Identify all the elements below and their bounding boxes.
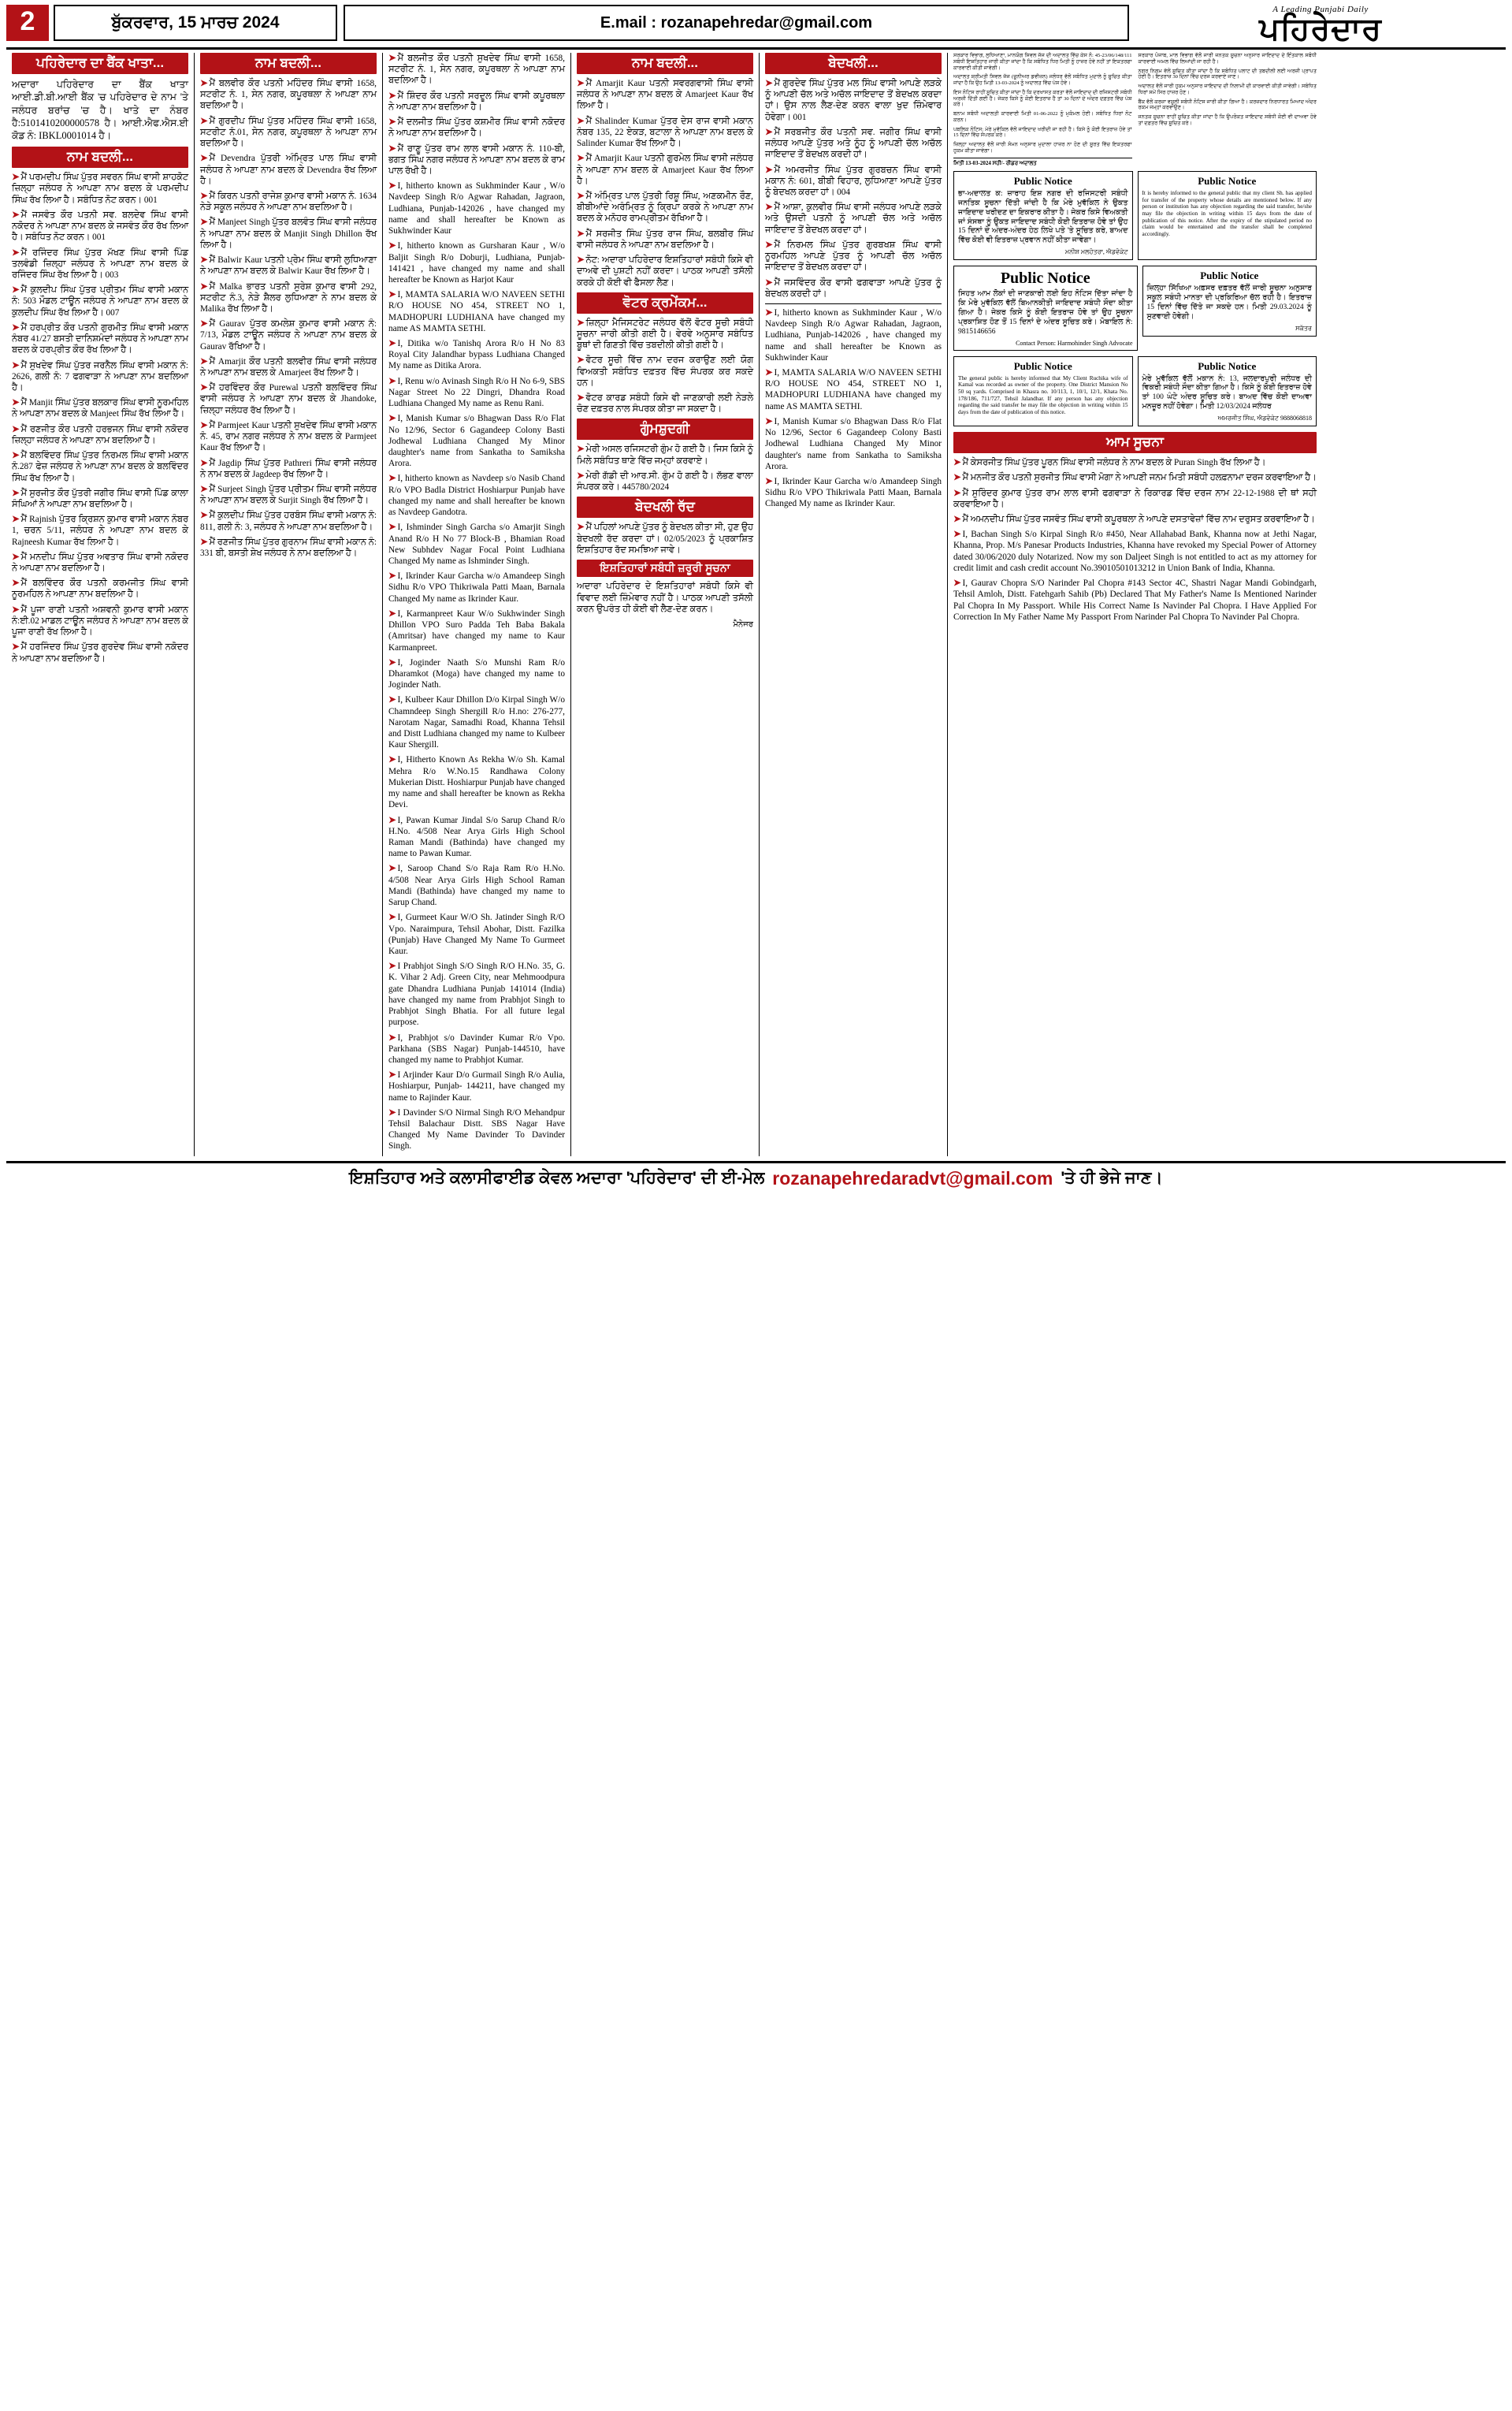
bullet-icon: ➤ — [953, 530, 961, 540]
column-1 — [6, 53, 195, 1156]
list-item: ➤ I, MAMTA SALARIA W/O NAVEEN SETHI R/O HOUSE NO 454, STREET NO 1, MADHOPURI LUDHIANA have changed my name AS MAMTA SETHI. — [388, 290, 565, 333]
ad-warning-text: ਅਦਾਰਾ ਪਹਿਰੇਦਾਰ ਦੇ ਇਸ਼ਤਿਹਾਰਾਂ ਸਬੰਧੀ ਕਿਸੇ ਵੀ ਵਿਵਾਦ ਲਈ ਜ਼ਿੰਮੇਵਾਰ ਨਹੀਂ ਹੈ। ਪਾਠਕ ਆਪਣੀ ਤਸੱਲੀ ਕਰਨ ਉਪਰੰਤ ਹੀ ਕੋਈ ਵੀ ਲੈਣ-ਦੇਣ ਕਰਨ। — [577, 582, 753, 615]
notice-title: Public Notice — [1000, 270, 1090, 288]
section-eviction-cancel: ਬੇਦਖਲੀ ਰੱਦ — [577, 497, 753, 518]
col1-list — [12, 172, 188, 664]
newspaper-page — [0, 0, 1512, 1196]
bullet-icon: ➤ — [577, 116, 585, 126]
bullet-icon: ➤ — [388, 474, 396, 484]
section-misconduct: ਬੇਦਖਲੀ... — [765, 53, 942, 74]
list-item: ➤ I, Prabhjot s/o Davinder Kumar R/o Vpo. Parkhana (SBS Nagar) Punjab-144510, have changed my name to Prabhjot Kumar. — [388, 1032, 565, 1065]
page-number: 2 — [6, 5, 49, 41]
bullet-icon: ➤ — [388, 143, 396, 154]
list-item: ➤ ਮੇਰੀ ਗੱਡੀ ਦੀ ਆਰ.ਸੀ. ਗੁੰਮ ਹੋ ਗਈ ਹੈ। ਲੱਭਣ ਵਾਲਾ ਸੰਪਰਕ ਕਰੇ। 445780/2024 — [577, 471, 753, 493]
bullet-icon: ➤ — [200, 458, 208, 468]
list-item: ➤ ਮੈਂ ਕੁਲਦੀਪ ਸਿੰਘ ਪੁੱਤਰ ਪ੍ਰੀਤਮ ਸਿੰਘ ਵਾਸੀ ਮਕਾਨ ਨੰ: 503 ਮੌਡਲ ਟਾਊਨ ਜਲੰਧਰ ਨੇ ਆਪਣਾ ਨਾਮ ਬਦਲ ਕੇ ਕੁਲਦੀਪ ਸਿੰਘ ਰੱਖ ਲਿਆ ਹੈ। 007 — [12, 285, 188, 318]
list-item: ➤ ਮੈਂ ਨਿਰਮਲ ਸਿੰਘ ਪੁੱਤਰ ਗੁਰਬਖਸ਼ ਸਿੰਘ ਵਾਸੀ ਨੂਰਮਹਿਲ ਆਪਣੇ ਪੁੱਤਰ ਨੂੰ ਆਪਣੀ ਚੱਲ ਅਚੱਲ ਜਾਇਦਾਦ ਤੋਂ ਬੇਦਖਲ ਕਰਦਾ ਹਾਂ। — [765, 240, 942, 273]
bullet-icon: ➤ — [577, 255, 585, 266]
column-5 — [760, 53, 948, 1156]
bullet-icon: ➤ — [388, 571, 396, 582]
public-notice-5 — [1138, 356, 1317, 427]
micro-paragraph: ਨਗਰ ਨਿਗਮ ਵੱਲੋਂ ਸੂਚਿਤ ਕੀਤਾ ਜਾਂਦਾ ਹੈ ਕਿ ਸਬੰਧਿਤ ਪਲਾਟ ਦੀ ਤਬਦੀਲੀ ਲਈ ਅਰਜ਼ੀ ਪ੍ਰਾਪਤ ਹੋਈ ਹੈ। ਇਤਰਾਜ਼ 30 ਦਿਨਾਂ ਵਿੱਚ ਦਰਜ ਕਰਵਾਏ ਜਾਣ। — [1138, 68, 1317, 80]
section-ad-warning: ਇਸ਼ਤਿਹਾਰਾਂ ਸਬੰਧੀ ਜ਼ਰੂਰੀ ਸੂਚਨਾ — [577, 560, 753, 577]
list-item: ➤ I Prabhjot Singh S/O Singh R/O H.No. 35, G. K. Vihar 2 Adj. Green City, near Mehmoodpura gate Dhandra Ludhiana Punjab 141014 (India) have changed my name from Prabhjot Singh to Prabhjot Singh Bhatia. For all future legal purpose. — [388, 962, 565, 1028]
list-item: ➤ ਮੈਂ ਜਸਵਿੰਦਰ ਕੌਰ ਵਾਸੀ ਫਗਵਾੜਾ ਆਪਣੇ ਪੁੱਤਰ ਨੂੰ ਬੇਦਖਲ ਕਰਦੀ ਹਾਂ। — [765, 277, 942, 299]
bullet-icon: ➤ — [388, 117, 396, 128]
bullet-icon: ➤ — [577, 229, 585, 239]
bullet-icon: ➤ — [200, 511, 208, 521]
col4-list — [577, 78, 753, 288]
bullet-icon: ➤ — [12, 247, 20, 258]
bullet-icon: ➤ — [200, 420, 208, 430]
list-item: ➤ ਮੈਂ Amarjit Kaur ਪਤਨੀ ਗੁਰਮੇਲ ਸਿੰਘ ਵਾਸੀ ਜਲੰਧਰ ਨੇ ਆਪਣਾ ਨਾਮ ਬਦਲ ਕੇ Amarjeet Kaur ਰੱਖ ਲਿਆ ਹੈ। — [577, 154, 753, 186]
list-item: ➤ ਮੈਂ ਹਰਪ੍ਰੀਤ ਕੌਰ ਪਤਨੀ ਗੁਰਮੀਤ ਸਿੰਘ ਵਾਸੀ ਮਕਾਨ ਨੰਬਰ 41/27 ਬਸਤੀ ਦਾਨਿਸ਼ਮੰਦਾਂ ਜਲੰਧਰ ਨੇ ਆਪਣਾ ਨਾਮ ਬਦਲ ਕੇ ਹਰਪ੍ਰੀਤ ਕੌਰ ਰੱਖ ਲਿਆ ਹੈ। — [12, 322, 188, 355]
list-item: ➤ ਮੈਂ Manjeet Singh ਪੁੱਤਰ ਬਲਵੰਤ ਸਿੰਘ ਵਾਸੀ ਜਲੰਧਰ ਨੇ ਆਪਣਾ ਨਾਮ ਬਦਲ ਕੇ Manjit Singh Dhillon ਰੱਖ ਲਿਆ ਹੈ। — [200, 218, 377, 250]
notice-signature: ਸਕੱਤਰ — [1295, 324, 1312, 332]
bullet-icon: ➤ — [12, 360, 20, 370]
bullet-icon: ➤ — [12, 451, 20, 461]
list-item: ➤ I, Bachan Singh S/o Kirpal Singh R/o #450, Near Allahabad Bank, Khanna now at Jethi Nagar, Khanna, Prop. M/s Panesar Products Industries, Khanna have revoked my Special Power of Attorney dated 30/06/2020 duly Notarized. Now my son Daljeet Singh is not entitled to act as my attorney for credit limit and cash credit account No.39010501013212 in Union Bank of India, Khanna. — [953, 530, 1317, 573]
list-item: ➤ ਮੈਂ Shalinder Kumar ਪੁੱਤਰ ਦੇਸ ਰਾਜ ਵਾਸੀ ਮਕਾਨ ਨੰਬਰ 135, 22 ਏਕੜ, ਬਟਾਲਾ ਨੇ ਆਪਣਾ ਨਾਮ ਬਦਲ ਕੇ Salinder Kumar ਰੱਖ ਲਿਆ ਹੈ। — [577, 116, 753, 149]
list-item: ➤ I, Manish Kumar s/o Bhagwan Dass R/o Flat No 12/96, Sector 6 Gagandeep Colony Basti Jodhewal Ludhiana Changed My Minor daughter's name from Sankatha to Samiksha Arora. — [765, 416, 942, 471]
bullet-icon: ➤ — [388, 91, 396, 101]
footer-email[interactable]: rozanapehredaradvt@gmail.com — [772, 1167, 1053, 1189]
list-item: ➤ ਮੈਂ ਰਾਣੂ ਪੁੱਤਰ ਰਾਮ ਲਾਲ ਵਾਸੀ ਮਕਾਨ ਨੰ. 110-ਬੀ, ਭਗਤ ਸਿੰਘ ਨਗਰ ਜਲੰਧਰ ਨੇ ਆਪਣਾ ਨਾਮ ਬਦਲ ਕੇ ਰਾਮ ਪਾਲ ਰੱਖੀ ਹੈ। — [388, 143, 565, 176]
notice-signature: ਮਨੀਸ਼ ਮਲਹੋਤਰਾ, ਐਡਵੋਕੇਟ — [1064, 248, 1128, 256]
micro-paragraph: ਅਦਾਲਤ ਸ਼੍ਰੀਮਤੀ ਸਿਵਲ ਜੱਜ (ਜੂਨੀਅਰ ਡਵੀਜ਼ਨ) ਜਲੰਧਰ ਵੱਲੋਂ ਸਬੰਧਿਤ ਮੁਦਾਲੇ ਨੂੰ ਸੂਚਿਤ ਕੀਤਾ ਜਾਂਦਾ ਹੈ ਕਿ ਉਹ ਮਿਤੀ 13-03-2024 ਨੂੰ ਅਦਾਲਤ ਵਿੱਚ ਪੇਸ਼ ਹੋਵੇ। — [953, 74, 1132, 87]
column-3 — [383, 53, 571, 1156]
bullet-icon: ➤ — [12, 210, 20, 220]
list-item: ➤ I, hitherto known as Gursharan Kaur , W/o Baljit Singh R/o Doburji, Ludhiana, Punjab-141421 , have changed my name and shall hereafter be Known as Harjot Kaur — [388, 241, 565, 285]
bullet-icon: ➤ — [200, 319, 208, 329]
list-item: ➤ I, Renu w/o Avinash Singh R/o H No 6-9, SBS Nagar Street No 22 Dingri, Dhandra Road Ludhiana Changed My name as Renu Rani. — [388, 376, 565, 409]
bullet-icon: ➤ — [953, 473, 961, 483]
column-4 — [571, 53, 760, 1156]
list-item: ➤ ਮੇਰੀ ਅਸਲ ਰਜਿਸਟਰੀ ਗੁੰਮ ਹੋ ਗਈ ਹੈ। ਜਿਸ ਕਿਸੇ ਨੂੰ ਮਿਲੇ ਸਬੰਧਿਤ ਥਾਣੇ ਵਿੱਚ ਜਮ੍ਹਾਂ ਕਰਵਾਏ। — [577, 445, 753, 466]
list-item: ➤ I, Ikrinder Kaur Garcha w/o Amandeep Singh Sidhu R/o VPO Thikriwala Patti Maan, Barnala Changed My name as Ikrinder Kaur. — [388, 571, 565, 604]
list-item: ➤ ਮੈਂ ਬਲਵਿੰਦਰ ਕੌਰ ਪਤਨੀ ਕਰਮਜੀਤ ਸਿੰਘ ਵਾਸੀ ਨੂਰਮਹਿਲ ਨੇ ਆਪਣਾ ਨਾਮ ਬਦਲਿਆ ਹੈ। — [12, 579, 188, 600]
list-item: ➤ ਮੈਂ Jagdip ਸਿੰਘ ਪੁੱਤਰ Pathreri ਸਿੰਘ ਵਾਸੀ ਜਲੰਧਰ ਨੇ ਨਾਮ ਬਦਲ ਕੇ Jagdeep ਰੱਖ ਲਿਆ ਹੈ। — [200, 458, 377, 479]
list-item: ➤ ਮੈਂ ਗੁਰਦੀਪ ਸਿੰਘ ਪੁੱਤਰ ਮਹਿੰਦਰ ਸਿੰਘ ਵਾਸੀ 1658, ਸਟਰੀਟ ਨੰ.01, ਸੇਨ ਨਗਰ, ਕਪੂਰਥਲਾ ਨੇ ਆਪਣਾ ਨਾਮ ਬਦਲਿਆ ਹੈ। — [200, 116, 377, 149]
bullet-icon: ➤ — [388, 54, 396, 63]
list-item: ➤ ਮੈਂ ਕੇਸਰਜੀਤ ਸਿੰਘ ਪੁੱਤਰ ਪੂਰਨ ਸਿੰਘ ਵਾਸੀ ਜਲੰਧਰ ਨੇ ਨਾਮ ਬਦਲ ਕੇ Puran Singh ਰੱਖ ਲਿਆ ਹੈ। — [953, 458, 1266, 468]
logo-tagline: A Leading Punjabi Daily — [1272, 5, 1369, 14]
list-item: ➤ ਮੈਂ Devendra ਪੁੱਤਰੀ ਅੰਮ੍ਰਿਤ ਪਾਲ ਸਿੰਘ ਵਾਸੀ ਜਲੰਧਰ ਨੇ ਆਪਣਾ ਨਾਮ ਬਦਲ ਕੇ Devendra ਰੱਖ ਲਿਆ ਹੈ। — [200, 154, 377, 186]
list-item: ➤ I, Karmanpreet Kaur W/o Sukhwinder Singh Dhillon VPO Suro Padda Teh Baba Bakala (Amritsar) have changed my name to Kaur Karmanpreet. — [388, 608, 565, 653]
list-item: ➤ ਮੈਂ ਸਰਬਜੀਤ ਕੌਰ ਪਤਨੀ ਸਵ. ਜਗੀਰ ਸਿੰਘ ਵਾਸੀ ਜਲੰਧਰ ਆਪਣੇ ਪੁੱਤਰ ਅਤੇ ਨੂੰਹ ਨੂੰ ਆਪਣੀ ਚੱਲ ਅਚੱਲ ਜਾਇਦਾਦ ਤੋਂ ਬੇਦਖਲ ਕਰਦੀ ਹਾਂ। — [765, 127, 942, 160]
bullet-icon: ➤ — [953, 458, 961, 468]
list-item: ➤ ਮੈਂ ਸੁਰਿੰਦਰ ਕੁਮਾਰ ਪੁੱਤਰ ਰਾਮ ਲਾਲ ਵਾਸੀ ਫਗਵਾੜਾ ਨੇ ਰਿਕਾਰਡ ਵਿੱਚ ਦਰਜ ਨਾਮ 22-12-1988 ਦੀ ਥਾਂ ਸਹੀ ਕਰਵਾਇਆ ਹੈ। — [953, 488, 1317, 509]
micro-column-left — [953, 53, 1132, 166]
bullet-icon: ➤ — [388, 181, 396, 192]
list-item: ➤ ਮੈਂ ਕੁਲਦੀਪ ਸਿੰਘ ਪੁੱਤਰ ਹਰਬੰਸ ਸਿੰਘ ਵਾਸੀ ਮਕਾਨ ਨੰ: 811, ਗਲੀ ਨੰ: 3, ਜਲੰਧਰ ਨੇ ਆਪਣਾ ਨਾਮ ਬਦਲਿਆ ਹੈ। — [200, 511, 377, 532]
list-item: ➤ I Arjinder Kaur D/o Gurmail Singh R/o Aulia, Hoshiarpur, Punjab- 144211, have changed my name to Rajinder Kaur. — [388, 1070, 565, 1103]
notice-title: Public Notice — [1198, 359, 1257, 372]
list-item: ➤ I, hitherto known as Navdeep s/o Nasib Chand R/o VPO Badla District Hoshiarpur Punjab have changed my name and shall hereafter be known as Navdeep Gandotra. — [388, 474, 565, 518]
list-item: ➤ ਮੈਂ ਰਣਜੀਤ ਕੌਰ ਪਤਨੀ ਹਰਭਜਨ ਸਿੰਘ ਵਾਸੀ ਨਕੋਦਰ ਜ਼ਿਲ੍ਹਾ ਜਲੰਧਰ ਨੇ ਆਪਣਾ ਨਾਮ ਬਦਲਿਆ ਹੈ। — [12, 424, 188, 445]
bullet-icon: ➤ — [12, 424, 20, 434]
micro-paragraph: ਪਬਲਿਕ ਨੋਟਿਸ: ਮੇਰੇ ਮੁਵੱਕਿਲ ਵੱਲੋਂ ਜਾਇਦਾਦ ਖਰੀਦੀ ਜਾ ਰਹੀ ਹੈ। ਕਿਸੇ ਨੂੰ ਕੋਈ ਇਤਰਾਜ਼ ਹੋਵੇ ਤਾਂ 15 ਦਿਨਾਂ ਵਿੱਚ ਸੰਪਰਕ ਕਰੇ। — [953, 126, 1132, 139]
micro-paragraph: ਜ਼ਿਲ੍ਹਾ ਅਦਾਲਤ ਵੱਲੋਂ ਜਾਰੀ ਸੰਮਨ ਅਨੁਸਾਰ ਮੁਦਾਲਾ ਹਾਜ਼ਰ ਨਾ ਹੋਣ ਦੀ ਸੂਰਤ ਵਿੱਚ ਇਕਤਰਫਾ ਹੁਕਮ ਕੀਤਾ ਜਾਵੇਗਾ। — [953, 142, 1132, 154]
notice-body: ਜ਼ਿਲ੍ਹਾ ਸਿੱਖਿਆ ਅਫ਼ਸਰ ਦਫ਼ਤਰ ਵੱਲੋਂ ਜਾਰੀ ਸੂਚਨਾ ਅਨੁਸਾਰ ਸਕੂਲ ਸਬੰਧੀ ਮਾਨਤਾ ਦੀ ਪ੍ਰਕਿਰਿਆ ਚੱਲ ਰਹੀ ਹੈ। ਇਤਰਾਜ਼ 15 ਦਿਨਾਂ ਵਿੱਚ ਦਿੱਤੇ ਜਾ ਸਕਦੇ ਹਨ। ਮਿਤੀ 29.03.2024 ਨੂੰ ਸੁਣਵਾਈ ਹੋਵੇਗੀ। — [1146, 285, 1312, 321]
bullet-icon: ➤ — [765, 416, 773, 426]
list-item: ➤ ਮੈਂ ਕਿਰਨ ਪਤਨੀ ਰਾਜੇਸ਼ ਕੁਮਾਰ ਵਾਸੀ ਮਕਾਨ ਨੰ. 1634 ਨੇੜੇ ਸਕੂਲ ਜਲੰਧਰ ਨੇ ਆਪਣਾ ਨਾਮ ਬਦਲਿਆ ਹੈ। — [200, 191, 377, 213]
list-item: ➤ ਮੈਂ ਬਲਵਿੰਦਰ ਸਿੰਘ ਪੁੱਤਰ ਨਿਰਮਲ ਸਿੰਘ ਵਾਸੀ ਮਕਾਨ ਨੰ.287 ਫੇਜ਼ ਜਲੰਧਰ ਨੇ ਆਪਣਾ ਨਾਮ ਬਦਲ ਕੇ ਬਲਵਿੰਦਰ ਸਿੰਘ ਰੱਖ ਲਿਆ ਹੈ। — [12, 451, 188, 483]
list-item: ➤ ਮੈਂ ਹਰਜਿੰਦਰ ਸਿੰਘ ਪੁੱਤਰ ਗੁਰਦੇਵ ਸਿੰਘ ਵਾਸੀ ਨਕੋਦਰ ਨੇ ਆਪਣਾ ਨਾਮ ਬਦਲਿਆ ਹੈ। — [12, 642, 188, 664]
bullet-icon: ➤ — [200, 79, 208, 88]
bullet-icon: ➤ — [765, 79, 773, 88]
bullet-icon: ➤ — [200, 356, 208, 366]
section-lost-found: ਗੁੰਮਸ਼ੁਦਗੀ — [577, 419, 753, 440]
list-item: ➤ I, Manish Kumar s/o Bhagwan Dass R/o Flat No 12/96, Sector 6 Gagandeep Colony Basti Jodhewal Ludhiana Changed My Minor daughter's name from Sankatha to Samiksha Arora. — [388, 414, 565, 469]
list-item: ➤ ਮੈਂ Malka ਭਾਰਤ ਪਤਨੀ ਸੁਰੇਸ਼ ਕੁਮਾਰ ਵਾਸੀ 292, ਸਟਰੀਟ ਨੰ.3, ਨੇੜੇ ਸ਼ੈਲਰ ਲੁਧਿਆਣਾ ਨੇ ਨਾਮ ਬਦਲ ਕੇ Malika ਰੱਖ ਲਿਆ ਹੈ। — [200, 281, 377, 314]
notice-signature: ਅਮਰਜੀਤ ਸਿੰਘ, ਐਡਵੋਕੇਟ 9888068818 — [1217, 415, 1312, 422]
logo-title: ਪਹਿਰੇਦਾਰ — [1259, 12, 1382, 47]
bullet-icon: ➤ — [577, 445, 585, 455]
bullet-icon: ➤ — [388, 913, 396, 923]
general-notice-list — [953, 457, 1317, 623]
col2-list — [200, 78, 377, 559]
masthead — [6, 5, 1506, 50]
bullet-icon: ➤ — [765, 203, 773, 213]
bullet-icon: ➤ — [12, 605, 20, 615]
list-item: ➤ ਮੈਂ ਅਮਨਦੀਪ ਸਿੰਘ ਪੁੱਤਰ ਜਸਵੰਤ ਸਿੰਘ ਵਾਸੀ ਕਪੂਰਥਲਾ ਨੇ ਆਪਣੇ ਦਸਤਾਵੇਜ਼ਾਂ ਵਿੱਚ ਨਾਮ ਦਰੁਸਤ ਕਰਵਾਇਆ ਹੈ। — [953, 514, 1315, 524]
bullet-icon: ➤ — [12, 642, 20, 653]
bullet-icon: ➤ — [388, 241, 396, 251]
list-item: ➤ I, Ikrinder Kaur Garcha w/o Amandeep Singh Sidhu R/o VPO Thikriwala Patti Maan, Barnala Changed My name as Ikrinder Kaur. — [765, 477, 942, 509]
ad-warning-sign: ਮੈਨੇਜਰ — [733, 620, 753, 630]
bullet-icon: ➤ — [388, 523, 396, 533]
bullet-icon: ➤ — [388, 376, 396, 386]
list-item: ➤ ਮੈਂ ਸੁਰਜੀਤ ਕੌਰ ਪੁੱਤਰੀ ਜਗੀਰ ਸਿੰਘ ਵਾਸੀ ਪਿੰਡ ਕਾਲਾ ਸੰਘਿਆਂ ਨੇ ਆਪਣਾ ਨਾਮ ਬਦਲਿਆ ਹੈ। — [12, 488, 188, 509]
list-item: ➤ ਮੈਂ Gaurav ਪੁੱਤਰ ਕਮਲੇਸ਼ ਕੁਮਾਰ ਵਾਸੀ ਮਕਾਨ ਨੰ: 7/13, ਮੌਡਲ ਟਾਊਨ ਜਲੰਧਰ ਨੇ ਆਪਣਾ ਨਾਮ ਬਦਲ ਕੇ Gaurav ਰੱਖਿਆ ਹੈ। — [200, 319, 377, 352]
bullet-icon: ➤ — [388, 815, 396, 825]
bullet-icon: ➤ — [12, 515, 20, 525]
court-stamp: ਮਿਤੀ 13-03-2024 ਸਹੀ/- ਰੀਡਰ ਅਦਾਲਤ — [953, 158, 1132, 166]
logo — [1135, 5, 1506, 47]
content-grid — [6, 53, 1506, 1156]
bullet-icon: ➤ — [12, 173, 20, 183]
list-item: ➤ ਮੈਂ ਬਲਜੀਤ ਕੌਰ ਪਤਨੀ ਸੁਖਦੇਵ ਸਿੰਘ ਵਾਸੀ 1658, ਸਟਰੀਟ ਨੰ. 1, ਸੇਨ ਨਗਰ, ਕਪੂਰਥਲਾ ਨੇ ਆਪਣਾ ਨਾਮ ਬਦਲਿਆ ਹੈ। — [388, 54, 565, 86]
list-item: ➤ ਮੈਂ ਦਲਜੀਤ ਸਿੰਘ ਪੁੱਤਰ ਕਸ਼ਮੀਰ ਸਿੰਘ ਵਾਸੀ ਨਕੋਦਰ ਨੇ ਆਪਣਾ ਨਾਮ ਬਦਲਿਆ ਹੈ। — [388, 117, 565, 139]
notice-title: Public Notice — [1198, 174, 1257, 187]
bullet-icon: ➤ — [577, 393, 585, 404]
list-item: ➤ ਵੋਟਰ ਕਾਰਡ ਸਬੰਧੀ ਕਿਸੇ ਵੀ ਜਾਣਕਾਰੀ ਲਈ ਨੇੜਲੇ ਚੋਣ ਦਫ਼ਤਰ ਨਾਲ ਸੰਪਰਕ ਕੀਤਾ ਜਾ ਸਕਦਾ ਹੈ। — [577, 393, 753, 415]
bullet-icon: ➤ — [388, 414, 396, 424]
bullet-icon: ➤ — [388, 290, 396, 300]
bullet-icon: ➤ — [765, 165, 773, 175]
list-item: ➤ ਮੈਂ ਸ਼ਿੰਦਰ ਕੌਰ ਪਤਨੀ ਸਰਦੂਲ ਸਿੰਘ ਵਾਸੀ ਕਪੂਰਥਲਾ ਨੇ ਆਪਣਾ ਨਾਮ ਬਦਲਿਆ ਹੈ। — [388, 91, 565, 112]
bullet-icon: ➤ — [12, 579, 20, 589]
micro-paragraph: ਅਦਾਲਤ ਵੱਲੋਂ ਜਾਰੀ ਹੁਕਮ ਅਨੁਸਾਰ ਜਾਇਦਾਦ ਦੀ ਨਿਲਾਮੀ ਦੀ ਕਾਰਵਾਈ ਕੀਤੀ ਜਾਵੇਗੀ। ਸਬੰਧਿਤ ਧਿਰਾਂ ਸਮੇਂ ਸਿਰ ਹਾਜ਼ਰ ਹੋਣ। — [1138, 84, 1317, 95]
public-notice-1 — [953, 171, 1133, 260]
bullet-icon: ➤ — [12, 552, 20, 562]
list-item: ➤ ਮੈਂ Surjeet Singh ਪੁੱਤਰ ਪ੍ਰੀਤਮ ਸਿੰਘ ਵਾਸੀ ਜਲੰਧਰ ਨੇ ਆਪਣਾ ਨਾਮ ਬਦਲ ਕੇ Surjit Singh ਰੱਖ ਲਿਆ ਹੈ। — [200, 485, 377, 506]
micro-paragraph: ਜਨਤਕ ਸੂਚਨਾ ਰਾਹੀਂ ਸੂਚਿਤ ਕੀਤਾ ਜਾਂਦਾ ਹੈ ਕਿ ਉਪਰੋਕਤ ਜਾਇਦਾਦ ਸਬੰਧੀ ਕੋਈ ਵੀ ਦਾਅਵਾ ਹੋਵੇ ਤਾਂ ਦਫ਼ਤਰ ਵਿੱਚ ਸੂਚਿਤ ਕਰੇ। — [1138, 114, 1317, 126]
bullet-icon: ➤ — [388, 1032, 396, 1043]
bullet-icon: ➤ — [388, 695, 396, 705]
footer-bar — [6, 1161, 1506, 1196]
list-item: ➤ I, Hitherto Known As Rekha W/o Sh. Kamal Mehra R/o W.No.15 Randhawa Colony Mukerian Distt. Hoshiarpur Punjab have changed my name and shall hereafter be known as Rekha Devi. — [388, 755, 566, 810]
bullet-icon: ➤ — [12, 322, 20, 333]
list-item: ➤ ਮੈਂ ਪੂਜਾ ਰਾਣੀ ਪਤਨੀ ਅਸ਼ਵਨੀ ਕੁਮਾਰ ਵਾਸੀ ਮਕਾਨ ਨੰ:ਈ.02 ਮਾਡਲ ਟਾਊਨ ਜਲੰਧਰ ਨੇ ਆਪਣਾ ਨਾਮ ਬਦਲ ਕੇ ਪੂਜਾ ਰਾਣੀ ਰੱਖ ਲਿਆ ਹੈ। — [12, 605, 188, 638]
bullet-icon: ➤ — [200, 154, 208, 164]
list-item: ➤ ਮੈਂ Amarjit Kaur ਪਤਨੀ ਸਵਰਗਵਾਸੀ ਸਿੰਘ ਵਾਸੀ ਜਲੰਧਰ ਨੇ ਆਪਣਾ ਨਾਮ ਬਦਲ ਕੇ Amarjeet Kaur ਰੱਖ ਲਿਆ ਹੈ। — [577, 79, 753, 111]
bullet-icon: ➤ — [388, 1070, 396, 1081]
list-item: ➤ ਮੈਂ Manjit ਸਿੰਘ ਪੁੱਤਰ ਬਲਕਾਰ ਸਿੰਘ ਵਾਸੀ ਨੂਰਮਹਿਲ ਨੇ ਆਪਣਾ ਨਾਮ ਬਦਲ ਕੇ Manjeet ਸਿੰਘ ਰੱਖ ਲਿਆ ਹੈ। — [12, 398, 188, 419]
micro-paragraph: ਸਰਕਾਰ ਵਿਭਾਗ, ਲੁਧਿਆਣਾ, ਮਾਨਯੋਗ ਸਿਵਲ ਜੱਜ ਦੀ ਅਦਾਲਤ ਵਿੱਚ ਕੇਸ ਨੰ: 45-23/06/148/111 ਸਬੰਧੀ ਇਸ਼ਤਿਹਾਰ ਜਾਰੀ ਕੀਤਾ ਜਾਂਦਾ ਹੈ ਕਿ ਸਬੰਧਿਤ ਧਿਰ ਮਿਤੀ ਨੂੰ ਹਾਜ਼ਰ ਹੋਵੇ ਨਹੀਂ ਤਾਂ ਇਕਤਰਫਾ ਕਾਰਵਾਈ ਕੀਤੀ ਜਾਵੇਗੀ। — [953, 53, 1132, 71]
list-item: ➤ I, Ishminder Singh Garcha s/o Amarjit Singh Anand R/o H No 77 Block-B , Bhamian Road New Subhdev Nagar Focal Point Ludhiana Changed My name as Ishminder Singh. — [388, 523, 565, 566]
notice-body: ਮੇਰੇ ਮੁਵੱਕਿਲ ਵੱਲੋਂ ਮਕਾਨ ਨੰ: 13, ਜਲਦਾਰਪੁਰੀ ਜਲੰਧਰ ਦੀ ਵਿਕਰੀ ਸਬੰਧੀ ਸੌਦਾ ਕੀਤਾ ਗਿਆ ਹੈ। ਕਿਸੇ ਨੂੰ ਕੋਈ ਇਤਰਾਜ਼ ਹੋਵੇ ਤਾਂ 100 ਘੰਟੇ ਅੰਦਰ ਸੂਚਿਤ ਕਰੇ। ਬਾਅਦ ਵਿੱਚ ਕੋਈ ਦਾਅਵਾ ਮਨਜ਼ੂਰ ਨਹੀਂ ਹੋਵੇਗਾ। ਮਿਤੀ 12/03/2024 ਜਲੰਧਰ — [1142, 374, 1312, 411]
list-item: ➤ ਵੋਟਰ ਸੂਚੀ ਵਿੱਚ ਨਾਮ ਦਰਜ ਕਰਾਉਣ ਲਈ ਯੋਗ ਵਿਅਕਤੀ ਸਬੰਧਿਤ ਦਫ਼ਤਰ ਵਿੱਚ ਸੰਪਰਕ ਕਰ ਸਕਦੇ ਹਨ। — [577, 355, 753, 388]
bullet-icon: ➤ — [765, 127, 773, 137]
list-item: ➤ I, Gaurav Chopra S/O Narinder Pal Chopra #143 Sector 4C, Shastri Nagar Mandi Gobindgarh, Tehsil Amloh, Distt. Fatehgarh Sahib (Pb) Declared That My Father's Name Is Mentioned Narinder Pal Chopra In My Passport. While His Correct Name Is Navinder Pal Chopra. I Have Applied For Correction In My Father Name My Passport From Narinder Pal Chopra To Navinder Pal Chopra. — [953, 579, 1317, 622]
section-bank-account: ਪਹਿਰੇਦਾਰ ਦਾ ਬੈਂਕ ਖਾਤਾ... — [12, 53, 188, 74]
bullet-icon: ➤ — [765, 240, 773, 250]
bullet-icon: ➤ — [200, 191, 208, 201]
date-box: ਬੁੱਕਰਵਾਰ, 15 ਮਾਰਚ 2024 — [54, 5, 337, 41]
bullet-icon: ➤ — [200, 218, 208, 228]
list-item: ➤ ਮੈਂ ਬਲਵੀਰ ਕੌਰ ਪਤਨੀ ਮਹਿੰਦਰ ਸਿੰਘ ਵਾਸੀ 1658, ਸਟਰੀਟ ਨੰ. 1, ਸੇਨ ਨਗਰ, ਕਪੂਰਥਲਾ ਨੇ ਆਪਣਾ ਨਾਮ ਬਦਲਿਆ ਹੈ। — [200, 79, 377, 111]
list-item: ➤ ਮੈਂ ਸਰਜੀਤ ਸਿੰਘ ਪੁੱਤਰ ਰਾਜ ਸਿੰਘ, ਬਲਬੀਰ ਸਿੰਘ ਵਾਸੀ ਜਲੰਧਰ ਨੇ ਆਪਣਾ ਨਾਮ ਬਦਲਿਆ ਹੈ। — [577, 229, 753, 250]
bullet-icon: ➤ — [953, 514, 961, 524]
public-notice-4 — [1142, 266, 1317, 337]
bullet-icon: ➤ — [577, 79, 585, 88]
list-item: ➤ ਮੈਂ ਰਜਿੰਦਰ ਸਿੰਘ ਪੁੱਤਰ ਮੱਖਣ ਸਿੰਘ ਵਾਸੀ ਪਿੰਡ ਤਲਵੰਡੀ ਜ਼ਿਲ੍ਹਾ ਜਲੰਧਰ ਨੇ ਆਪਣਾ ਨਾਮ ਬਦਲ ਕੇ ਰਜਿੰਦਰ ਸਿੰਘ ਰੱਖ ਲਿਆ ਹੈ। 003 — [12, 247, 188, 280]
list-item: ➤ ਮੈਂ ਸੁਖਦੇਵ ਸਿੰਘ ਪੁੱਤਰ ਜਰਨੈਲ ਸਿੰਘ ਵਾਸੀ ਮਕਾਨ ਨੰ: 2626, ਗਲੀ ਨੰ: 7 ਫਗਵਾੜਾ ਨੇ ਆਪਣਾ ਨਾਮ ਬਦਲਿਆ ਹੈ। — [12, 360, 188, 393]
email-box: E.mail : rozanapehredar@gmail.com — [344, 5, 1129, 41]
list-item: ➤ ਮੈਂ ਹਰਵਿੰਦਰ ਕੌਰ Purewal ਪਤਨੀ ਬਲਵਿੰਦਰ ਸਿੰਘ ਵਾਸੀ ਜਲੰਧਰ ਨੇ ਆਪਣਾ ਨਾਮ ਬਦਲ ਕੇ Jhandoke, ਜ਼ਿਲ੍ਹਾ ਜਲੰਧਰ ਰੱਖ ਲਿਆ ਹੈ। — [200, 383, 377, 415]
notice-body: ਭਾ-ਅਦਾਲਤ ਕ: ਜ਼ਾਰਾਹ ਇਸ਼ ਨਗਰ ਦੀ ਰਜਿਸਟਰੀ ਸਬੰਧੀ ਜਨਤਿਕ ਸੂਚਨਾ ਦਿੱਤੀ ਜਾਂਦੀ ਹੈ ਕਿ ਮੇਰੇ ਮੁਵੱਕਿਲ ਨੇ ਉਕਤ ਜਾਇਦਾਦ ਖਰੀਦਣ ਦਾ ਇਕਰਾਰ ਕੀਤਾ ਹੈ। ਜੇਕਰ ਕਿਸੇ ਵਿਅਕਤੀ ਜਾਂ ਸੰਸਥਾ ਨੂੰ ਉਕਤ ਜਾਇਦਾਦ ਸਬੰਧੀ ਕੋਈ ਇਤਰਾਜ਼ ਹੋਵੇ ਤਾਂ ਉਹ 15 ਦਿਨਾਂ ਦੇ ਅੰਦਰ-ਅੰਦਰ ਹੇਠ ਲਿਖੇ ਪਤੇ 'ਤੇ ਸੂਚਿਤ ਕਰੇ, ਬਾਅਦ ਵਿੱਚ ਕੋਈ ਵੀ ਇਤਰਾਜ਼ ਪ੍ਰਵਾਨ ਨਹੀਂ ਕੀਤਾ ਜਾਵੇਗਾ। — [958, 189, 1128, 245]
bullet-icon: ➤ — [388, 1107, 396, 1118]
list-item: ➤ ਮੈਂ ਆਸ਼ਾ, ਕੁਲਵੀਰ ਸਿੰਘ ਵਾਸੀ ਜਲੰਧਰ ਆਪਣੇ ਲੜਕੇ ਅਤੇ ਉਸਦੀ ਪਤਨੀ ਨੂੰ ਆਪਣੀ ਚੱਲ ਅਤੇ ਅਚੱਲ ਜਾਇਦਾਦ ਤੋਂ ਬੇਦਖਲ ਕਰਦਾ ਹਾਂ। — [765, 203, 942, 235]
section-name-change-2: ਨਾਮ ਬਦਲੀ... — [200, 53, 377, 74]
bullet-icon: ➤ — [388, 608, 396, 619]
list-item: ➤ ਮੈਂ ਪਰਮਦੀਪ ਸਿੰਘ ਪੁੱਤਰ ਸਵਰਨ ਸਿੰਘ ਵਾਸੀ ਸ਼ਾਹਕੋਟ ਜ਼ਿਲ੍ਹਾ ਜਲੰਧਰ ਨੇ ਆਪਣਾ ਨਾਮ ਬਦਲ ਕੇ ਪਰਮਦੀਪ ਸਿੰਘ ਰੱਖ ਲਿਆ ਹੈ। ਸਬੰਧਿਤ ਨੋਟ ਕਰਨ। 001 — [12, 173, 188, 205]
list-item: ➤ I, Gurmeet Kaur W/O Sh. Jatinder Singh R/O Vpo. Naraimpura, Tehsil Abohar, Distt. Fazilka (Punjab) Have Changed My Name To Gurmeet Kaur. — [388, 913, 565, 956]
col5-list — [765, 78, 942, 300]
list-item: ➤ ਮੈਂ ਪਹਿਲਾਂ ਆਪਣੇ ਪੁੱਤਰ ਨੂੰ ਬੇਦਖਲ ਕੀਤਾ ਸੀ, ਹੁਣ ਉਹ ਬੇਦਖਲੀ ਰੱਦ ਕਰਦਾ ਹਾਂ। 02/05/2023 ਨੂੰ ਪ੍ਰਕਾਸ਼ਿਤ ਇਸ਼ਤਿਹਾਰ ਰੱਦ ਸਮਝਿਆ ਜਾਵੇ। — [577, 523, 753, 555]
col4-voter-list — [577, 318, 753, 415]
bullet-icon: ➤ — [765, 277, 773, 288]
column-2 — [195, 53, 383, 1156]
list-item: ➤ ਮੈਂ ਮਨਜੀਤ ਕੌਰ ਪਤਨੀ ਸੁਰਜੀਤ ਸਿੰਘ ਵਾਸੀ ਮੋਗਾ ਨੇ ਆਪਣੀ ਜਨਮ ਮਿਤੀ ਸਬੰਧੀ ਹਲਫ਼ਨਾਮਾ ਦਰਜ ਕਰਵਾਇਆ ਹੈ। — [953, 473, 1317, 483]
list-item: ➤ I, Ditika w/o Tanishq Arora R/o H No 83 Royal City Jalandhar bypass Ludhiana Changed My name as Ditika Arora. — [388, 339, 565, 371]
list-item: ➤ I, Joginder Naath S/o Munshi Ram R/o Dharamkot (Moga) have changed my name to Joginder Nath. — [388, 657, 565, 690]
bullet-icon: ➤ — [577, 471, 585, 481]
section-voter-list: ਵੋਟਰ ਕ੍ਰਮੇਂਕਮ... — [577, 292, 753, 314]
list-item: ➤ ਮੈਂ ਜਸਵੰਤ ਕੌਰ ਪਤਨੀ ਸਵ. ਬਲਦੇਵ ਸਿੰਘ ਵਾਸੀ ਨਕੋਦਰ ਨੇ ਆਪਣਾ ਨਾਮ ਬਦਲ ਕੇ ਜਸਵੰਤ ਕੌਰ ਰੱਖ ਲਿਆ ਹੈ। ਸਬੰਧਿਤ ਨੋਟ ਕਰਨ। 001 — [12, 210, 188, 243]
bullet-icon: ➤ — [577, 523, 585, 533]
list-item: ➤ ਮੈਂ ਗੁਰਦੇਵ ਸਿੰਘ ਪੁੱਤਰ ਮਲ ਸਿੰਘ ਵਾਸੀ ਆਪਣੇ ਲੜਕੇ ਨੂੰ ਆਪਣੀ ਚੱਲ ਅਤੇ ਅਚੱਲ ਜਾਇਦਾਦ ਤੋਂ ਬੇਦਖਲ ਕਰਦਾ ਹਾਂ। ਉਸ ਨਾਲ ਲੈਣ-ਦੇਣ ਕਰਨ ਵਾਲਾ ਖੁਦ ਜ਼ਿੰਮੇਵਾਰ ਹੋਵੇਗਾ। 001 — [765, 79, 942, 122]
micro-column-right — [1139, 53, 1317, 166]
divider — [765, 303, 942, 304]
bullet-icon: ➤ — [577, 154, 585, 164]
list-item: ➤ ਮੈਂ ਅੰਮ੍ਰਿਤ ਪਾਲ ਪੁੱਤਰੀ ਰਿਸ਼ੂ ਸਿੰਘ, ਅਣਕਮੀਨ ਰੌਣ, ਬੀਬੀਆਂਦੇ ਅਰੰਮ੍ਰਿਤ ਨੂੰ ਕ੍ਰਿਪਾ ਕਰਕੇ ਨੇ ਆਪਣਾ ਨਾਮ ਬਦਲ ਕੇ ਮਨੋਹਰ ਰਾਮਪ੍ਰੀਤਮ ਰੱਖਿਆ ਹੈ। — [577, 191, 753, 224]
bullet-icon: ➤ — [577, 355, 585, 366]
bullet-icon: ➤ — [200, 485, 208, 494]
list-item: ➤ I, Saroop Chand S/o Raja Ram R/o H.No. 4/508 Near Arya Girls High School Raman Mandi (Bathinda) have changed my name to Sarup Chand. — [388, 864, 565, 908]
notice-title: Public Notice — [1013, 359, 1072, 372]
list-item: ➤ I Davinder S/O Nirmal Singh R/O Mehandpur Tehsil Balachaur Distt. SBS Nagar Have Changed My Name Davinder To Davinder Singh. — [388, 1107, 565, 1152]
list-item: ➤ I, Kulbeer Kaur Dhillon D/o Kirpal Singh W/o Chamndeep Singh Shergill R/o H.no: 276-277, Narotam Nagar, Samadhi Road, Khanna Tehsil and Distt Ludhiana changed my name to Kulbeer Kaur Shergill. — [388, 695, 565, 750]
section-name-change-1: ਨਾਮ ਬਦਲੀ... — [12, 147, 188, 168]
bullet-icon: ➤ — [765, 477, 773, 486]
right-zone — [948, 53, 1317, 1156]
bullet-icon: ➤ — [388, 864, 396, 874]
micro-paragraph: ਬਨਾਮ ਸਬੰਧੀ ਅਦਾਲਤੀ ਕਾਰਵਾਈ ਮਿਤੀ 01-06-2022 ਨੂੰ ਮੁਕੰਮਲ ਹੋਈ। ਸਬੰਧਿਤ ਧਿਰਾਂ ਨੋਟ ਕਰਨ। — [953, 111, 1132, 123]
notice-title: Public Notice — [1200, 270, 1259, 282]
bullet-icon: ➤ — [953, 488, 961, 498]
col4-lost-list — [577, 444, 753, 493]
bullet-icon: ➤ — [200, 255, 208, 266]
footer-right-text: 'ਤੇ ਹੀ ਭੇਜੇ ਜਾਣ। — [1061, 1169, 1163, 1188]
notice-signature: Contact Person: Harmohinder Singh Advocate — [1016, 339, 1133, 347]
bullet-icon: ➤ — [953, 579, 961, 589]
bullet-icon: ➤ — [12, 285, 20, 296]
notice-body: ਸਿਹਤ ਆਮ ਲੋਕਾਂ ਦੀ ਜਾਣਕਾਰੀ ਲਈ ਇਹ ਨੋਟਿਸ ਦਿੱਤਾ ਜਾਂਦਾ ਹੈ ਕਿ ਮੇਰੇ ਮੁਵੱਕਿਲ ਵੱਲੋਂ ਬਿਆਨਕੀਤੀ ਜਾਇਦਾਦ ਸਬੰਧੀ ਸੌਦਾ ਕੀਤਾ ਗਿਆ ਹੈ। ਜੇਕਰ ਕਿਸੇ ਨੂੰ ਕੋਈ ਇਤਰਾਜ਼ ਹੋਵੇ ਤਾਂ ਉਹ ਸੂਚਨਾ ਪ੍ਰਕਾਸ਼ਿਤ ਹੋਣ ਤੋਂ 15 ਦਿਨਾਂ ਦੇ ਅੰਦਰ ਸੂਚਿਤ ਕਰੇ। ਮੋਬਾਇਲ ਨੰ: 9815146656 — [958, 290, 1133, 336]
list-item: ➤ ਨੋਟ: ਅਦਾਰਾ ਪਹਿਰੇਦਾਰ ਇਸ਼ਤਿਹਾਰਾਂ ਸਬੰਧੀ ਕਿਸੇ ਵੀ ਦਾਅਵੇ ਦੀ ਪੁਸ਼ਟੀ ਨਹੀਂ ਕਰਦਾ। ਪਾਠਕ ਆਪਣੀ ਤਸੱਲੀ ਕਰਕੇ ਹੀ ਕੋਈ ਵੀ ਫੈਸਲਾ ਲੈਣ। — [577, 255, 753, 288]
bullet-icon: ➤ — [765, 368, 773, 378]
bullet-icon: ➤ — [765, 307, 773, 318]
public-notice-6 — [953, 356, 1133, 427]
list-item: ➤ ਮੈਂ ਅਮਰਜੀਤ ਸਿੰਘ ਪੁੱਤਰ ਗੁਰਬਚਨ ਸਿੰਘ ਵਾਸੀ ਮਕਾਨ ਨੰ: 601, ਬੀਬੀ ਵਿਹਾਰ, ਲੁਧਿਆਣਾ ਆਪਣੇ ਪੁੱਤਰ ਨੂੰ ਬੇਦਖਲ ਕਰਦਾ ਹਾਂ। 004 — [765, 165, 942, 197]
list-item: ➤ ਮੈਂ ਰਣਜੀਤ ਸਿੰਘ ਪੁੱਤਰ ਗੁਰਨਾਮ ਸਿੰਘ ਵਾਸੀ ਮਕਾਨ ਨੰ: 331 ਬੀ, ਬਸਤੀ ਸ਼ੇਖ ਜਲੰਧਰ ਨੇ ਨਾਮ ਬਦਲਿਆ ਹੈ। — [200, 537, 377, 559]
list-item: ➤ ਮੈਂ Parmjeet Kaur ਪਤਨੀ ਸੁਖਦੇਵ ਸਿੰਘ ਵਾਸੀ ਮਕਾਨ ਨੰ. 45, ਰਾਮ ਨਗਰ ਜਲੰਧਰ ਨੇ ਨਾਮ ਬਦਲ ਕੇ Parmjeet Kaur ਰੱਖ ਲਿਆ ਹੈ। — [200, 420, 377, 453]
list-item: ➤ ਮੈਂ Rajnish ਪੁੱਤਰ ਕ੍ਰਿਸ਼ਨ ਕੁਮਾਰ ਵਾਸੀ ਮਕਾਨ ਨੰਬਰ 1, ਚਰਨ 5/11, ਜਲੰਧਰ ਨੇ ਆਪਣਾ ਨਾਮ ਬਦਲ ਕੇ Rajneesh Kumar ਰੱਖ ਲਿਆ ਹੈ। — [12, 515, 188, 547]
micro-paragraph: ਬੈਂਕ ਵੱਲੋਂ ਕਰਜ਼ਾ ਵਸੂਲੀ ਸਬੰਧੀ ਨੋਟਿਸ ਜਾਰੀ ਕੀਤਾ ਗਿਆ ਹੈ। ਕਰਜ਼ਦਾਰ ਨਿਰਧਾਰਤ ਮਿਆਦ ਅੰਦਰ ਰਕਮ ਜਮ੍ਹਾਂ ਕਰਵਾਉਣ। — [1138, 99, 1317, 111]
bullet-icon: ➤ — [12, 398, 20, 408]
bullet-icon: ➤ — [12, 488, 20, 498]
bullet-icon: ➤ — [388, 755, 396, 765]
list-item: ➤ I, MAMTA SALARIA W/O NAVEEN SETHI R/O HOUSE NO 454, STREET NO 1, MADHOPURI LUDHIANA have changed my name AS MAMTA SETHI. — [765, 368, 942, 411]
bullet-icon: ➤ — [577, 191, 585, 201]
micro-paragraph: ਸਰਕਾਰ ਪੰਜਾਬ, ਮਾਲ ਵਿਭਾਗ ਵੱਲੋਂ ਜਾਰੀ ਜਨਤਕ ਸੂਚਨਾ ਅਨੁਸਾਰ ਜਾਇਦਾਦ ਦੇ ਇੰਤਕਾਲ ਸਬੰਧੀ ਕਾਰਵਾਈ ਅਮਲ ਵਿੱਚ ਲਿਆਂਦੀ ਜਾ ਰਹੀ ਹੈ। — [1138, 53, 1317, 65]
list-item: ➤ I, hitherto known as Sukhminder Kaur , W/o Navdeep Singh R/o Agwar Rahadan, Jagraon, Ludhiana, Punjab-142026 , have changed my name and shall hereafter be Known as Sukhwinder Kaur — [765, 307, 942, 363]
public-notice-3 — [953, 266, 1138, 350]
list-item: ➤ I, Pawan Kumar Jindal S/o Sarup Chand R/o H.No. 4/508 Near Arya Girls High School Raman Mandi (Bathinda) have changed my name to Pawan Kumar. — [388, 815, 565, 859]
notice-body: It is hereby informed to the general public that my client Sh. has applied for transfer of the property whose details are mentioned below. If any person or institution has any objection regarding the said transfer, he/she may file the objection in writing within 15 days from the date of publication of this notice. After the expiry of the stipulated period no claim would be entertained and the transfer shall be completed accordingly. — [1142, 189, 1312, 237]
bullet-icon: ➤ — [200, 116, 208, 126]
bullet-icon: ➤ — [388, 657, 396, 668]
bullet-icon: ➤ — [388, 339, 396, 349]
list-item: ➤ ਜ਼ਿਲ੍ਹਾ ਮੈਜਿਸਟਰੇਟ ਜਲੰਧਰ ਵੱਲੋਂ ਵੋਟਰ ਸੂਚੀ ਸਬੰਧੀ ਸੂਚਨਾ ਜਾਰੀ ਕੀਤੀ ਗਈ ਹੈ। ਵੇਰਵੇ ਅਨੁਸਾਰ ਸਬੰਧਿਤ ਬੂਥਾਂ ਦੀ ਗਿਣਤੀ ਵਿੱਚ ਤਬਦੀਲੀ ਕੀਤੀ ਗਈ ਹੈ। — [577, 318, 753, 351]
bullet-icon: ➤ — [200, 281, 208, 292]
list-item: ➤ I, hitherto known as Sukhminder Kaur , W/o Navdeep Singh R/o Agwar Rahadan, Jagraon, Ludhiana, Punjab-142026 , have changed my name and shall hereafter be Known as Sukhwinder Kaur — [388, 181, 565, 236]
list-item: ➤ ਮੈਂ Amarjit ਕੌਰ ਪਤਨੀ ਬਲਵੀਰ ਸਿੰਘ ਵਾਸੀ ਜਲੰਧਰ ਨੇ ਆਪਣਾ ਨਾਮ ਬਦਲ ਕੇ Amarjeet ਰੱਖ ਲਿਆ ਹੈ। — [200, 356, 377, 378]
notice-body: The general public is hereby informed that My Client Ruchika wife of Kamal was recorded as owner of the property. One District Mansion No 50 sq yards. Comprised in Khasra no. 10/113, 1, 10/1, 12/1, Khata No. 178/186, 711/727, Tehsil Jalandhar. If any person has any objection regarding the said transfer he may file the objection in writing within 15 days from the date of publication of this notice. — [958, 374, 1128, 415]
section-general-notice: ਆਮ ਸੂਚਨਾ — [953, 432, 1317, 453]
public-notice-2 — [1138, 171, 1317, 260]
section-name-change-3: ਨਾਮ ਬਦਲੀ... — [577, 53, 753, 74]
bullet-icon: ➤ — [200, 537, 208, 547]
col3-list — [388, 53, 565, 1152]
bullet-icon: ➤ — [577, 318, 585, 328]
list-item: ➤ ਮੈਂ Balwir Kaur ਪਤਨੀ ਪ੍ਰੇਮ ਸਿੰਘ ਵਾਸੀ ਲੁਧਿਆਣਾ ਨੇ ਆਪਣਾ ਨਾਮ ਬਦਲ ਕੇ Balwir Kaur ਰੱਖ ਲਿਆ ਹੈ। — [200, 255, 377, 277]
notice-title: Public Notice — [1013, 174, 1072, 187]
list-item: ➤ ਮੈਂ ਮਨਦੀਪ ਸਿੰਘ ਪੁੱਤਰ ਅਵਤਾਰ ਸਿੰਘ ਵਾਸੀ ਨਕੋਦਰ ਨੇ ਆਪਣਾ ਨਾਮ ਬਦਲਿਆ ਹੈ। — [12, 552, 188, 574]
footer-left-text: ਇਸ਼ਤਿਹਾਰ ਅਤੇ ਕਲਾਸੀਫਾਈਡ ਕੇਵਲ ਅਦਾਰਾ 'ਪਹਿਰੇਦਾਰ' ਦੀ ਈ-ਮੇਲ — [349, 1169, 765, 1188]
micro-paragraph: ਇਸ ਨੋਟਿਸ ਰਾਹੀਂ ਸੂਚਿਤ ਕੀਤਾ ਜਾਂਦਾ ਹੈ ਕਿ ਦਰਖਾਸਤ ਕਰਤਾ ਵੱਲੋਂ ਜਾਇਦਾਦ ਦੀ ਰਜਿਸਟਰੀ ਸਬੰਧੀ ਅਰਜ਼ੀ ਦਿੱਤੀ ਗਈ ਹੈ। ਜੇਕਰ ਕਿਸੇ ਨੂੰ ਕੋਈ ਇਤਰਾਜ਼ ਹੈ ਤਾਂ 30 ਦਿਨਾਂ ਦੇ ਅੰਦਰ ਦਫ਼ਤਰ ਵਿੱਚ ਪੇਸ਼ ਕਰੇ। — [953, 89, 1132, 108]
bullet-icon: ➤ — [388, 962, 396, 972]
bullet-icon: ➤ — [200, 383, 208, 393]
bank-account-text: ਅਦਾਰਾ ਪਹਿਰੇਦਾਰ ਦਾ ਬੈਂਕ ਖਾਤਾ ਆਈ.ਡੀ.ਬੀ.ਆਈ ਬੈਂਕ 'ਚ ਪਹਿਰੇਦਾਰ ਦੇ ਨਾਮ 'ਤੇ ਜਲੰਧਰ ਬਰਾਂਚ 'ਚ ਹੈ। ਖਾਤੇ ਦਾ ਨੰਬਰ ਹੈ:5101410200000578 ਹੈ। ਆਈ.ਐਫ.ਐਸ.ਈ ਕੋਡ ਨੰ: IBKL0001014 ਹੈ। — [12, 79, 188, 141]
